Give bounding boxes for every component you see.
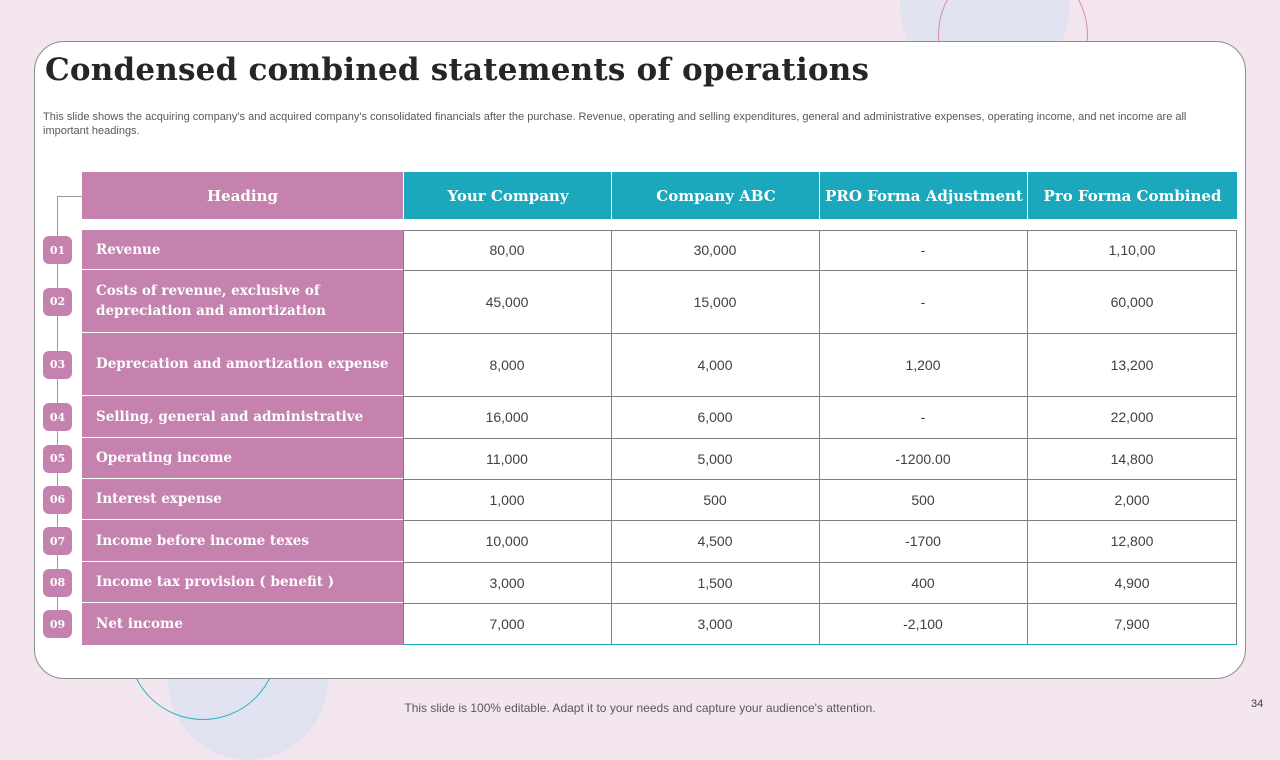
row-divider <box>403 520 1237 521</box>
table-cell: -2,100 <box>903 616 943 632</box>
row-number-badge: 02 <box>43 288 72 316</box>
table-cell: 500 <box>703 491 727 508</box>
row-divider <box>403 479 1237 480</box>
row-label: Costs of revenue, exclusive of depreciation and amortization <box>82 270 403 333</box>
table-cell: 15,000 <box>693 293 737 310</box>
table-cell: 1,500 <box>697 574 733 591</box>
column-divider <box>611 230 612 645</box>
row-label: Income before income texes <box>82 520 403 562</box>
table-cell: 10,000 <box>485 533 529 549</box>
table-cell: 2,000 <box>1114 491 1150 508</box>
row-number-badge: 08 <box>43 569 72 597</box>
row-number-badge: 03 <box>43 351 72 379</box>
row-label: Income tax provision ( benefit ) <box>82 562 403 603</box>
table-cell: 14,800 <box>1110 450 1154 467</box>
row-number-badge: 01 <box>43 236 72 264</box>
header-pro-forma-combined: Pro Forma Combined <box>1027 172 1237 219</box>
row-divider <box>403 333 1237 334</box>
table-cell: 400 <box>911 574 935 591</box>
header-pro-forma-adjustment: PRO Forma Adjustment <box>819 172 1028 219</box>
page-number: 34 <box>1251 698 1264 710</box>
table-cell: - <box>920 293 926 310</box>
table-cell: 13,200 <box>1110 356 1154 373</box>
row-label: Net income <box>82 603 403 645</box>
slide-title: Condensed combined statements of operations <box>45 52 870 88</box>
row-divider <box>403 270 1237 271</box>
table-cell: 1,200 <box>905 356 941 373</box>
table-cell: 12,800 <box>1110 533 1154 549</box>
table-cell: 80,00 <box>489 242 525 258</box>
row-label: Interest expense <box>82 479 403 520</box>
row-number-badge: 05 <box>43 445 72 473</box>
column-divider <box>819 230 820 645</box>
timeline-connector <box>57 196 82 197</box>
table-cell: 60,000 <box>1110 293 1154 310</box>
row-divider <box>403 396 1237 397</box>
table-cell: 4,500 <box>697 533 733 549</box>
row-number-badge: 07 <box>43 527 72 555</box>
table-cell: 4,000 <box>697 356 733 373</box>
table-cell: 6,000 <box>697 409 733 425</box>
table-cell: 5,000 <box>697 450 733 467</box>
table-cell: - <box>920 242 926 258</box>
table-cell: 16,000 <box>485 409 529 425</box>
row-number-badge: 04 <box>43 403 72 431</box>
slide-subtitle: This slide shows the acquiring company's and acquired company's consolidated financials after the purchase. Revenue, operating and selling expenditures, general and administrative expenses, operating income, and net income are all important headings. <box>43 111 1187 137</box>
header-company-abc: Company ABC <box>611 172 820 219</box>
table-cell: 3,000 <box>489 574 525 591</box>
table-cell: -1200.00 <box>895 450 951 467</box>
row-divider <box>403 438 1237 439</box>
table-cell: 500 <box>911 491 935 508</box>
table-cell: 8,000 <box>489 356 525 373</box>
table-cell: 22,000 <box>1110 409 1154 425</box>
row-label: Deprecation and amortization expense <box>82 333 403 396</box>
row-label: Selling, general and administrative <box>82 396 403 438</box>
row-number-badge: 06 <box>43 486 72 514</box>
table-cell: 1,000 <box>489 491 525 508</box>
table-cell: - <box>920 409 926 425</box>
table-cell: 11,000 <box>486 450 528 467</box>
row-label: Revenue <box>82 230 403 270</box>
table-cell: -1700 <box>905 533 941 549</box>
row-number-badge: 09 <box>43 610 72 638</box>
header-heading: Heading <box>82 172 403 219</box>
table-cell: 30,000 <box>693 242 737 258</box>
table-cell: 7,900 <box>1114 616 1150 632</box>
table-cell: 3,000 <box>697 616 733 632</box>
table-cell: 4,900 <box>1114 574 1150 591</box>
column-divider <box>1027 230 1028 645</box>
row-label: Operating income <box>82 438 403 479</box>
table-cell: 45,000 <box>485 293 529 310</box>
row-divider <box>403 562 1237 563</box>
header-your-company: Your Company <box>403 172 612 219</box>
row-divider <box>403 603 1237 604</box>
table-cell: 1,10,00 <box>1108 242 1156 258</box>
table-cell: 7,000 <box>489 616 525 632</box>
slide-footer: This slide is 100% editable. Adapt it to your needs and capture your audience's attention. <box>404 701 876 715</box>
